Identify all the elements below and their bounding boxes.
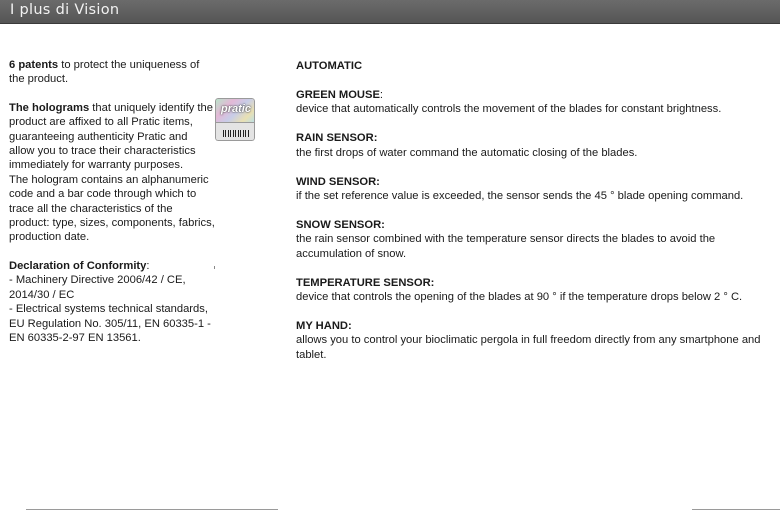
hologram-sticker-image — [215, 98, 255, 141]
section-my-hand — [296, 319, 766, 362]
section-title: MY HAND: — [296, 319, 352, 332]
section-body: if the set reference value is exceeded, the sensor sends the 45 ° blade opening command. — [296, 189, 744, 202]
bottom-divider-left — [26, 509, 278, 510]
section-title: GREEN MOUSE — [296, 88, 380, 101]
left-column — [9, 58, 215, 345]
section-temperature-sensor — [296, 276, 766, 305]
section-body: device that controls the opening of the blades at 90 ° if the temperature drops below 2 ° C. — [296, 290, 743, 303]
section-body: the rain sensor combined with the temperature sensor directs the blades to avoid the accumulation of snow. — [296, 233, 716, 260]
section-title: WIND SENSOR: — [296, 175, 380, 188]
hologram-barcode-area — [215, 123, 255, 141]
hologram-description: The hologram contains an alphanumeric code and a bar code through which to trace all the characteristics of the product: type, sizes, components, fabrics, production date. — [9, 173, 215, 244]
automatic-heading: AUTOMATIC — [296, 60, 363, 72]
bottom-divider-right — [692, 509, 780, 510]
pratic-logo: pratic — [221, 103, 251, 115]
patents-paragraph — [9, 58, 215, 87]
holograms-text: that uniquely identify the product are affixed to all Pratic items, guaranteeing authenticity Pratic and allow you to trace their characteristics immediately for warranty purposes. — [9, 101, 213, 172]
patents-text: to protect the uniqueness of the product. — [9, 59, 200, 86]
page-title: I plus di Vision — [10, 2, 120, 18]
section-title: RAIN SENSOR: — [296, 132, 378, 145]
section-title: SNOW SENSOR: — [296, 218, 385, 231]
section-title: TEMPERATURE SENSOR: — [296, 276, 435, 289]
conformity-paragraph — [9, 259, 215, 345]
section-body: the first drops of water command the automatic closing of the blades. — [296, 146, 638, 159]
holograms-paragraph — [9, 101, 215, 173]
section-green-mouse — [296, 88, 766, 117]
title-bar — [0, 0, 780, 24]
section-title-suffix: : — [379, 88, 384, 101]
section-body: device that automatically controls the movement of the blades for constant brightness. — [296, 103, 722, 116]
section-body: allows you to control your bioclimatic pergola in full freedom directly from any smartphone and tablet. — [296, 334, 761, 361]
hologram-top — [215, 98, 255, 123]
conformity-colon: : — [146, 259, 150, 272]
conformity-title: Declaration of Conformity — [9, 259, 147, 272]
section-rain-sensor — [296, 131, 766, 160]
barcode-icon — [223, 130, 249, 137]
right-column — [296, 59, 766, 377]
divider-mark — [214, 266, 215, 269]
holograms-label: The holograms — [9, 101, 90, 114]
section-wind-sensor — [296, 175, 766, 204]
conformity-body: - Machinery Directive 2006/42 / CE, 2014/30 / EC - Electrical systems technical standards, EU Regulation No. 305/11, EN 60335-1 - EN 60335-2-97 EN 13561. — [9, 274, 211, 344]
section-snow-sensor — [296, 218, 766, 261]
patents-label: 6 patents — [9, 59, 59, 71]
